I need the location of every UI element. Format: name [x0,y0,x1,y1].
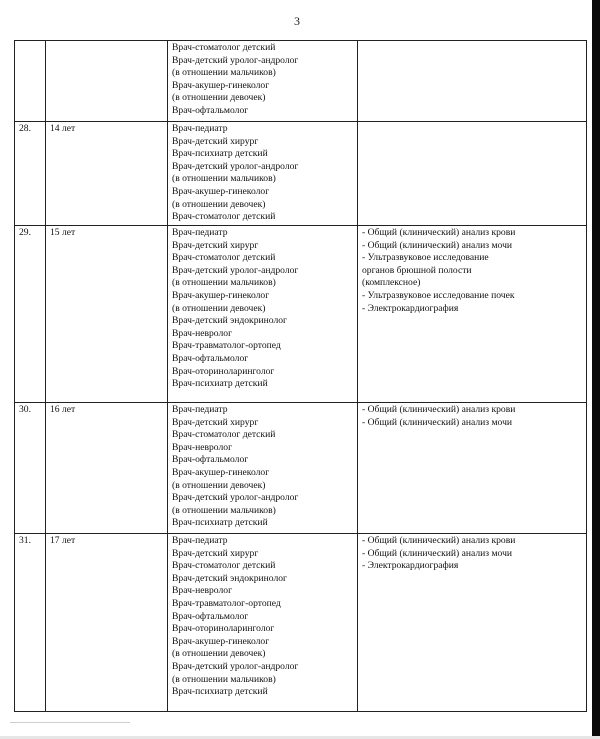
doctor-line: Врач-стоматолог детский [172,42,276,53]
age-cell: 14 лет [46,122,168,226]
doctor-line: (в отношении девочек) [172,648,266,660]
doctor-line: (в отношении мальчиков) [172,173,276,185]
doctor-line: Врач-педиатр [172,535,228,546]
exam-line: - Ультразвуковое исследование [362,252,489,264]
doctor-line: Врач-детский хирург [172,239,259,251]
age-cell: 17 лет [46,534,168,712]
table-row [15,122,587,226]
doctor-line: Врач-детский эндокринолог [172,572,287,584]
doctors-cell [168,403,358,534]
doctor-line: (в отношении мальчиков) [172,673,276,685]
exam-line: - Электрокардиография [362,560,459,572]
doctor-line: Врач-детский эндокринолог [172,315,287,327]
doctor-line: Врач-детский уролог-андролог [172,160,299,172]
page-number: 3 [294,14,300,28]
doctor-line: Врач-детский хирург [172,135,259,147]
exam-line: - Общий (клинический) анализ крови [362,535,516,546]
doctor-line: Врач-детский уролог-андролог [172,492,299,504]
exam-line: - Общий (клинический) анализ крови [362,227,516,238]
exam-line: - Ультразвуковое исследование почек [362,289,515,301]
doctor-line: Врач-педиатр [172,227,228,238]
doctor-line: (в отношении девочек) [172,302,266,314]
doctor-line: Врач-детский уролог-андролог [172,660,299,672]
doctor-line: Врач-психиатр детский [172,378,268,390]
scan-artifact [10,722,130,723]
age-cell: 16 лет [46,403,168,534]
doctor-line: Врач-акушер-гинеколог [172,185,270,197]
exam-line: - Общий (клинический) анализ мочи [362,547,513,559]
doctor-line: Врач-стоматолог детский [172,211,276,223]
row-number-cell: 30. [15,403,46,534]
table-row [15,41,587,122]
row-number-cell [15,41,46,122]
doctor-line: (в отношении девочек) [172,479,266,491]
scan-edge-right [592,0,600,739]
exam-line: органов брюшной полости [362,264,472,276]
exam-line: - Общий (клинический) анализ крови [362,404,516,415]
age-cell: 15 лет [46,226,168,403]
doctor-line: Врач-невролог [172,441,232,453]
doctor-line: Врач-стоматолог детский [172,560,276,572]
doctor-line: Врач-детский хирург [172,547,259,559]
row-number-cell: 29. [15,226,46,403]
doctors-cell [168,41,358,122]
age-cell [46,41,168,122]
doctor-line: Врач-акушер-гинеколог [172,466,270,478]
doctors-cell [168,226,358,403]
exams-cell [358,41,587,122]
exams-cell [358,534,587,712]
doctor-line: Врач-травматолог-ортопед [172,340,281,352]
exams-cell [358,226,587,403]
exam-line: - Электрокардиография [362,302,459,314]
doctor-line: Врач-невролог [172,327,232,339]
doctor-line: Врач-офтальмолог [172,610,249,622]
doctor-line: Врач-акушер-гинеколог [172,289,270,301]
doctor-line: Врач-педиатр [172,404,228,415]
doctor-line: Врач-акушер-гинеколог [172,635,270,647]
doctor-line: (в отношении мальчиков) [172,504,276,516]
row-number-cell: 28. [15,122,46,226]
doctor-line: Врач-офтальмолог [172,454,249,466]
doctor-line: (в отношении мальчиков) [172,67,276,79]
row-number-cell: 31. [15,534,46,712]
doctor-line: Врач-педиатр [172,123,228,134]
exams-cell [358,403,587,534]
table-row [15,403,587,534]
doctor-line: Врач-оториноларинголог [172,623,275,635]
doctor-line: Врач-оториноларинголог [172,365,275,377]
exams-cell [358,122,587,226]
doctor-line: Врач-психиатр детский [172,686,268,698]
table-row [15,534,587,712]
doctor-line: Врач-офтальмолог [172,104,249,116]
doctor-line: (в отношении девочек) [172,92,266,104]
doctor-line: Врач-психиатр детский [172,148,268,160]
doctor-line: Врач-акушер-гинеколог [172,79,270,91]
doctor-line: Врач-стоматолог детский [172,252,276,264]
doctor-line: Врач-детский уролог-андролог [172,264,299,276]
table-row [15,226,587,403]
doctor-line: Врач-офтальмолог [172,352,249,364]
doctor-line: (в отношении мальчиков) [172,277,276,289]
doctor-line: Врач-невролог [172,585,232,597]
examination-table [14,40,587,712]
doctor-line: Врач-детский хирург [172,416,259,428]
exam-line: - Общий (клинический) анализ мочи [362,239,513,251]
exam-line: - Общий (клинический) анализ мочи [362,416,513,428]
doctor-line: Врач-детский уролог-андролог [172,54,299,66]
doctor-line: Врач-психиатр детский [172,517,268,529]
doctors-cell [168,534,358,712]
doctor-line: Врач-травматолог-ортопед [172,597,281,609]
doctor-line: (в отношении девочек) [172,198,266,210]
doctor-line: Врач-стоматолог детский [172,429,276,441]
exam-line: (комплексное) [362,277,421,289]
doctors-cell [168,122,358,226]
